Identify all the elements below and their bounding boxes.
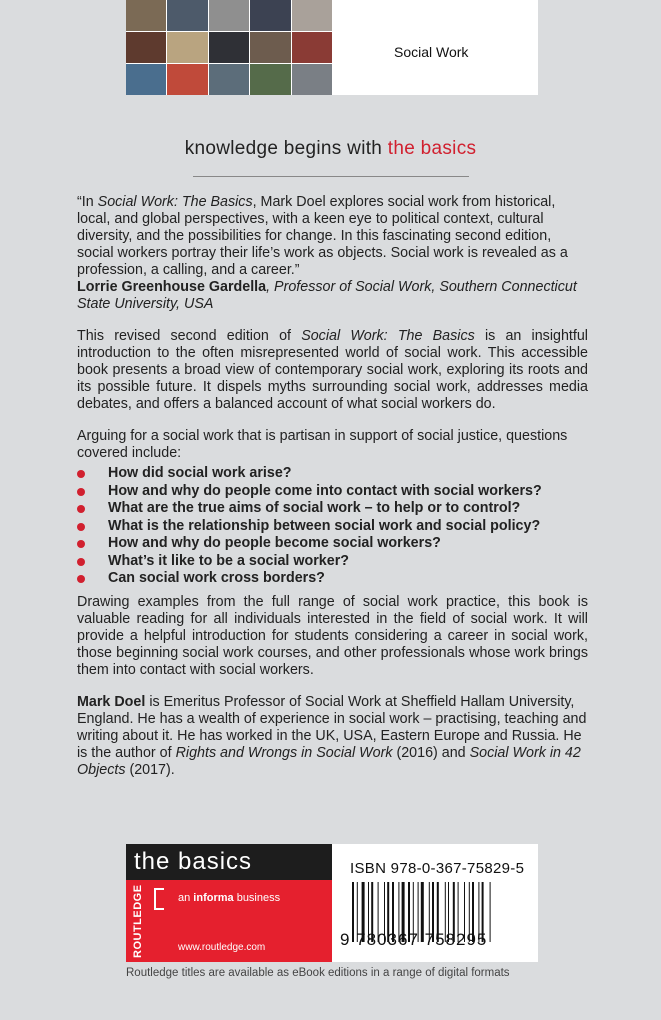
informa-line <box>178 892 280 904</box>
informa-text: an <box>178 892 194 904</box>
list-item <box>77 553 588 570</box>
series-brand: the basics <box>126 844 332 880</box>
question-text: What are the true aims of social work – to help or to control? <box>108 500 521 516</box>
footer-card <box>126 844 538 962</box>
bio-book-title: Rights and Wrongs in Social Work <box>175 745 393 761</box>
list-item <box>77 518 588 535</box>
bio-text: is Emeritus Professor of Social Work at Sheffield Hallam University, England. He has a wealth of experience in social work – practising, teaching and writing about it. He has worked in the UK, USA, Eastern Europe and Russia. He is the author of <box>77 694 587 761</box>
isbn-block <box>332 844 538 962</box>
photo-tile <box>126 32 166 63</box>
author-bio <box>77 694 588 779</box>
endorser-role: , Professor of Social Work, Southern Connecticut State University, USA <box>77 279 577 312</box>
routledge-logo: ROUTLEDGE <box>132 884 144 958</box>
list-item <box>77 535 588 552</box>
photo-tile <box>209 64 249 95</box>
question-text: What’s it like to be a social worker? <box>108 552 349 569</box>
quote-book-title: Social Work: The Basics <box>97 194 253 210</box>
bullet-icon <box>77 488 85 496</box>
list-item <box>77 465 588 482</box>
bullet-icon <box>77 505 85 513</box>
description-text: is an insightful introduction to the often misrepresented world of social work. This accessible book presents a broad view of contemporary social work, exploring its roots and its possible future. It dispels myths surrounding social work, addresses media debates, and offers a balanced account of what social workers do. <box>77 328 588 412</box>
description-book-title: Social Work: The Basics <box>301 328 475 344</box>
tagline <box>0 138 661 160</box>
barcode-digits: 9 780367 758295 <box>340 930 488 949</box>
bullet-icon <box>77 575 85 583</box>
tagline-prefix: knowledge begins with <box>184 138 388 159</box>
questions-intro: Arguing for a social work that is partisan in support of social justice, questions covered include: <box>77 428 568 461</box>
endorser <box>77 279 577 312</box>
informa-text: business <box>233 892 281 904</box>
list-item <box>77 483 588 500</box>
list-item <box>77 500 588 517</box>
photo-tile <box>209 0 249 31</box>
cover-header-card <box>126 0 538 95</box>
bio-book-title: Social Work in 42 Objects <box>77 745 581 778</box>
bio-text: (2017). <box>125 762 175 778</box>
photo-tile <box>126 0 166 31</box>
ebook-note: Routledge titles are available as eBook editions in a range of digital formats <box>126 967 510 979</box>
photo-tile <box>292 64 332 95</box>
routledge-r-icon <box>154 888 164 910</box>
photo-tile <box>126 64 166 95</box>
bullet-icon <box>77 523 85 531</box>
question-text: How did social work arise? <box>108 465 292 481</box>
question-text: What is the relationship between social work and social policy? <box>108 517 541 534</box>
endorsement-quote <box>77 194 588 313</box>
question-text: Can social work cross borders? <box>108 570 325 586</box>
photo-tile <box>250 0 290 31</box>
publisher-website: www.routledge.com <box>178 942 266 953</box>
question-text: How and why do people come into contact with social workers? <box>108 482 542 499</box>
photo-tile <box>250 32 290 63</box>
photo-tile <box>167 0 207 31</box>
quote-text: , Mark Doel explores social work from historical, local, and global perspectives, with a keen eye to political context, cultural diversity, and the possibilities for change. In this fascinating second edition, social workers portray their life’s work as objects. Social work is revealed as a profession, a calling, and a career.” <box>77 194 568 278</box>
description-paragraph <box>77 328 588 413</box>
list-item <box>77 570 588 587</box>
endorser-name: Lorrie Greenhouse Gardella <box>77 279 267 295</box>
photo-tile <box>167 32 207 63</box>
bullet-icon <box>77 540 85 548</box>
photo-tile <box>250 64 290 95</box>
question-text: How and why do people become social workers? <box>108 535 441 551</box>
photo-collage <box>126 0 332 95</box>
closing-paragraph: Drawing examples from the full range of social work practice, this book is valuable reading for all individuals interested in the field of social work. It will provide a helpful introduction for students considering a career in social work, those beginning social work courses, and other professionals whose work brings them into contact with social workers. <box>77 594 588 678</box>
isbn-label: ISBN 978-0-367-75829-5 <box>350 860 525 877</box>
informa-bold: informa <box>193 892 234 904</box>
photo-tile <box>292 0 332 31</box>
quote-text: “In <box>77 194 98 210</box>
bullet-icon <box>77 470 85 478</box>
description-text: This revised second edition of <box>77 328 302 344</box>
tagline-accent: the basics <box>387 138 477 159</box>
brand-block <box>126 844 332 962</box>
back-cover-copy <box>77 194 588 794</box>
divider <box>193 176 469 177</box>
photo-tile <box>167 64 207 95</box>
questions-list <box>77 465 588 587</box>
series-name: Social Work <box>394 44 469 60</box>
photo-tile <box>209 32 249 63</box>
bio-text: (2016) and <box>392 745 470 761</box>
bullet-icon <box>77 558 85 566</box>
author-name: Mark Doel <box>77 694 146 710</box>
photo-tile <box>292 32 332 63</box>
